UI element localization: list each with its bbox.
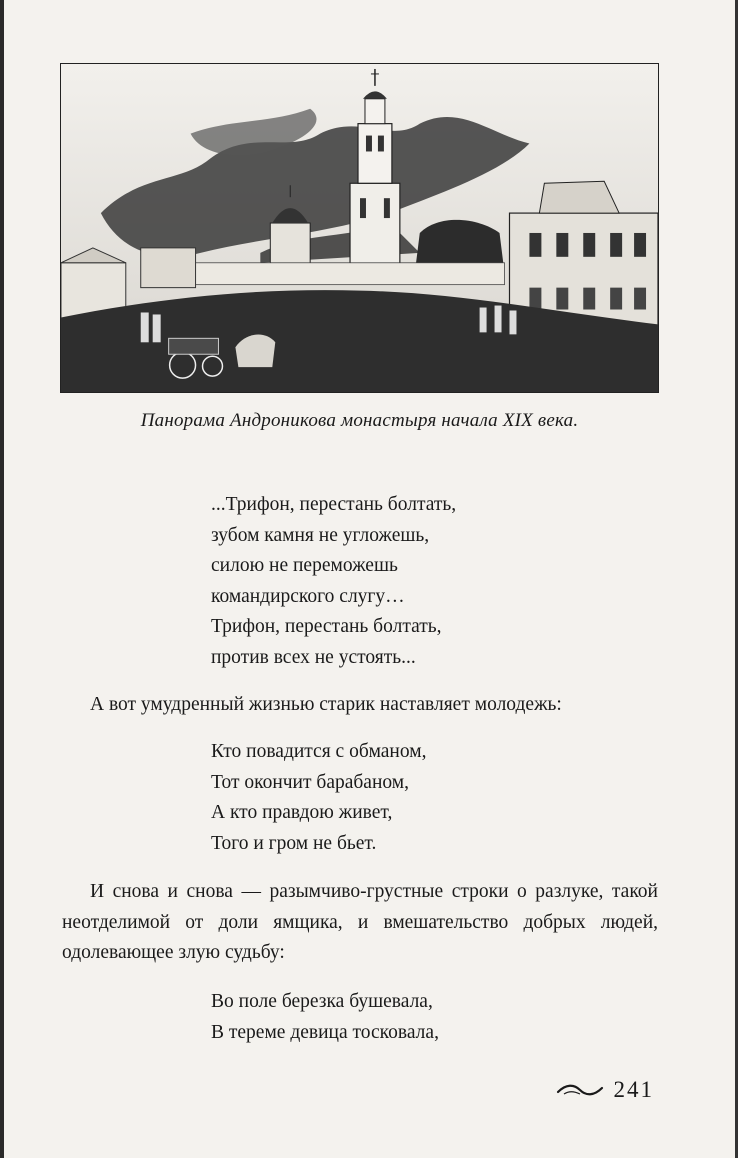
swash-ornament-icon [556,1080,604,1100]
verse-line: силою не переможешь [211,555,398,576]
verse-stanza-1 [211,490,456,673]
figure-caption: Панорама Андроникова монастыря начала XIX века. [140,410,579,431]
verse-stanza-3 [211,987,439,1048]
engraving-image [61,64,658,392]
body-paragraph: И снова и снова — разымчиво-грустные строки о разлуке, такой неотделимой от доли ямщика, и вмешательство добрых людей, одолевающее злую судьбу: [62,881,658,963]
verse-line: Трифон, перестань болтать, [211,616,442,637]
page-number: 241 [613,1077,654,1102]
verse-stanza-2 [211,737,426,859]
verse-line: В тереме девица тосковала, [211,1021,439,1043]
verse-line: Во поле березка бушевала, [211,991,433,1012]
page-footer [556,1077,655,1103]
verse-line: А кто правдою живет, [211,802,393,823]
verse-line: Кто повадится с обманом, [211,741,427,762]
verse-line: Того и гром не бьет. [211,832,377,854]
intro-paragraph: А вот умудренный жизнью старик наставляет молодежь: [90,694,562,715]
verse-line: зубом камня не угложешь, [211,524,430,546]
verse-line: Тот окончит барабаном, [211,771,409,793]
verse-line: против всех не устоять... [211,646,416,668]
verse-line: ...Трифон, перестань болтать, [211,494,457,515]
monastery-engraving [60,63,659,393]
page-edge-left [0,0,4,1158]
verse-line: командирского слугу… [211,585,405,607]
